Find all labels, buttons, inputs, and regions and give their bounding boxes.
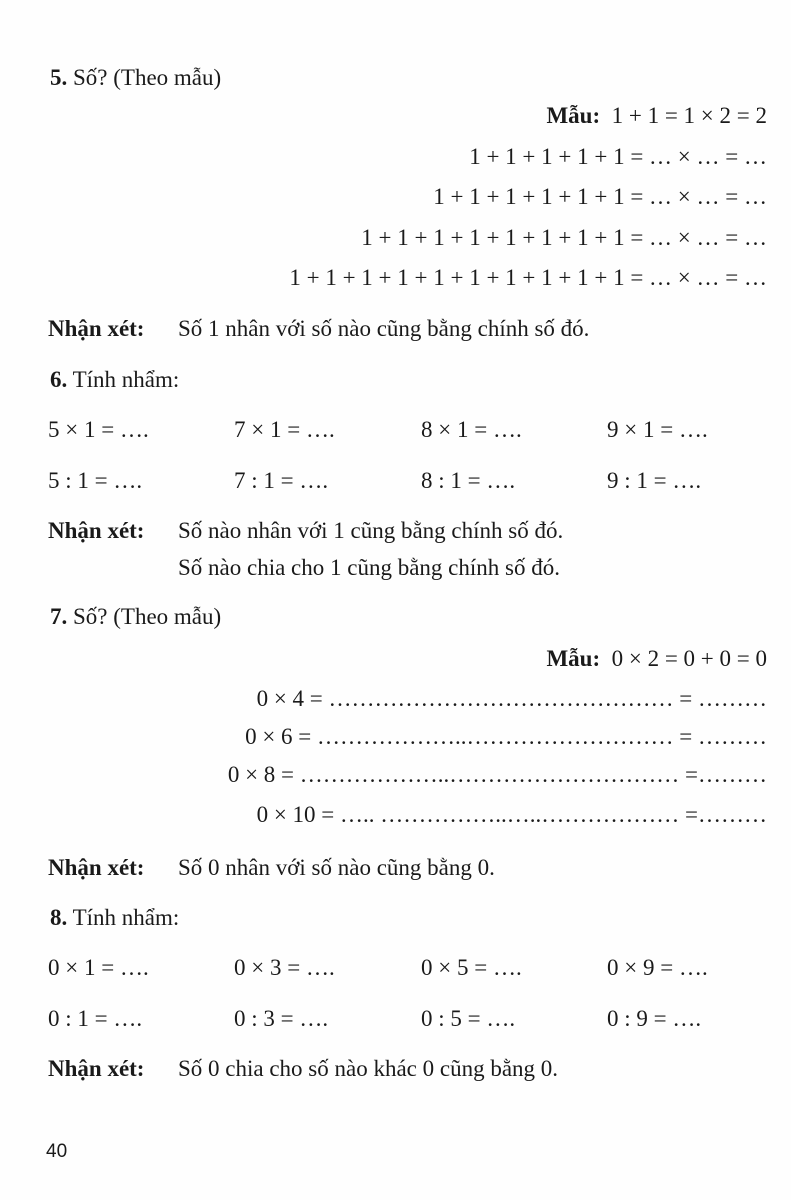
exercise-7-heading (50, 605, 221, 628)
calc-item: 0 × 1 = …. (48, 955, 149, 980)
calc-item: 7 : 1 = …. (234, 468, 329, 493)
note-text: Số nào chia cho 1 cũng bằng chính số đó. (178, 555, 560, 580)
exercise-8-title: Tính nhẩm: (72, 905, 180, 930)
exercise-5-row: 1 + 1 + 1 + 1 + 1 + 1 + 1 + 1 = … × … = … (361, 225, 767, 250)
exercise-6-heading (50, 368, 179, 391)
exercise-5-number: 5. (50, 65, 68, 90)
note-text: Số 0 nhân với số nào cũng bằng 0. (178, 855, 495, 880)
sample-label: Mẫu: (546, 646, 601, 671)
exercise-5-sample (546, 104, 767, 127)
calc-item: 0 : 1 = …. (48, 1006, 143, 1031)
note-label: Nhận xét: (48, 316, 145, 341)
calc-item: 8 : 1 = …. (421, 468, 516, 493)
note-label: Nhận xét: (48, 855, 145, 880)
note-text: Số 1 nhân với số nào cũng bằng chính số đó. (178, 316, 590, 341)
calc-item: 7 × 1 = …. (234, 417, 335, 442)
calc-item: 5 × 1 = …. (48, 417, 149, 442)
exercise-5-row: 1 + 1 + 1 + 1 + 1 + 1 = … × … = … (433, 184, 767, 209)
exercise-7-row: 0 × 8 = ………………..………………………… =……… (227, 762, 767, 787)
calc-item: 0 × 9 = …. (607, 955, 708, 980)
exercise-5-row: 1 + 1 + 1 + 1 + 1 + 1 + 1 + 1 + 1 + 1 = … × … = … (289, 265, 767, 290)
calc-item: 9 : 1 = …. (607, 468, 702, 493)
calc-item: 0 : 9 = …. (607, 1006, 702, 1031)
exercise-5-row: 1 + 1 + 1 + 1 + 1 = … × … = … (469, 144, 767, 169)
calc-item: 5 : 1 = …. (48, 468, 143, 493)
exercise-7-row: 0 × 6 = ………………..……………………… = ……… (245, 724, 767, 749)
note-text: Số 0 chia cho số nào khác 0 cũng bằng 0. (178, 1056, 559, 1081)
calc-item: 0 × 5 = …. (421, 955, 522, 980)
exercise-6-number: 6. (50, 367, 68, 392)
exercise-8-heading (50, 906, 179, 929)
exercise-8-note (48, 1057, 144, 1080)
note-label: Nhận xét: (48, 518, 145, 543)
note-text: Số nào nhân với 1 cũng bằng chính số đó. (178, 518, 564, 543)
exercise-5-heading (50, 66, 221, 89)
exercise-6-note (48, 519, 144, 542)
calc-item: 8 × 1 = …. (421, 417, 522, 442)
page-number: 40 (46, 1141, 68, 1162)
exercise-5-title: Số? (Theo mẫu) (73, 65, 222, 90)
calc-item: 0 × 3 = …. (234, 955, 335, 980)
exercise-8-number: 8. (50, 905, 68, 930)
calc-item: 0 : 5 = …. (421, 1006, 516, 1031)
exercise-7-title: Số? (Theo mẫu) (73, 604, 222, 629)
exercise-6-title: Tính nhẩm: (72, 367, 180, 392)
exercise-7-row: 0 × 4 = ……………………………………… = ……… (256, 686, 767, 711)
sample-expression: 1 + 1 = 1 × 2 = 2 (611, 103, 767, 128)
sample-label: Mẫu: (546, 103, 601, 128)
calc-item: 9 × 1 = …. (607, 417, 708, 442)
exercise-7-note (48, 856, 144, 879)
exercise-7-number: 7. (50, 604, 68, 629)
exercise-7-sample (546, 647, 767, 670)
sample-expression: 0 × 2 = 0 + 0 = 0 (611, 646, 767, 671)
exercise-7-row: 0 × 10 = ….. ……………..…..……………… =……… (256, 802, 767, 827)
calc-item: 0 : 3 = …. (234, 1006, 329, 1031)
exercise-5-note (48, 317, 144, 340)
note-label: Nhận xét: (48, 1056, 145, 1081)
